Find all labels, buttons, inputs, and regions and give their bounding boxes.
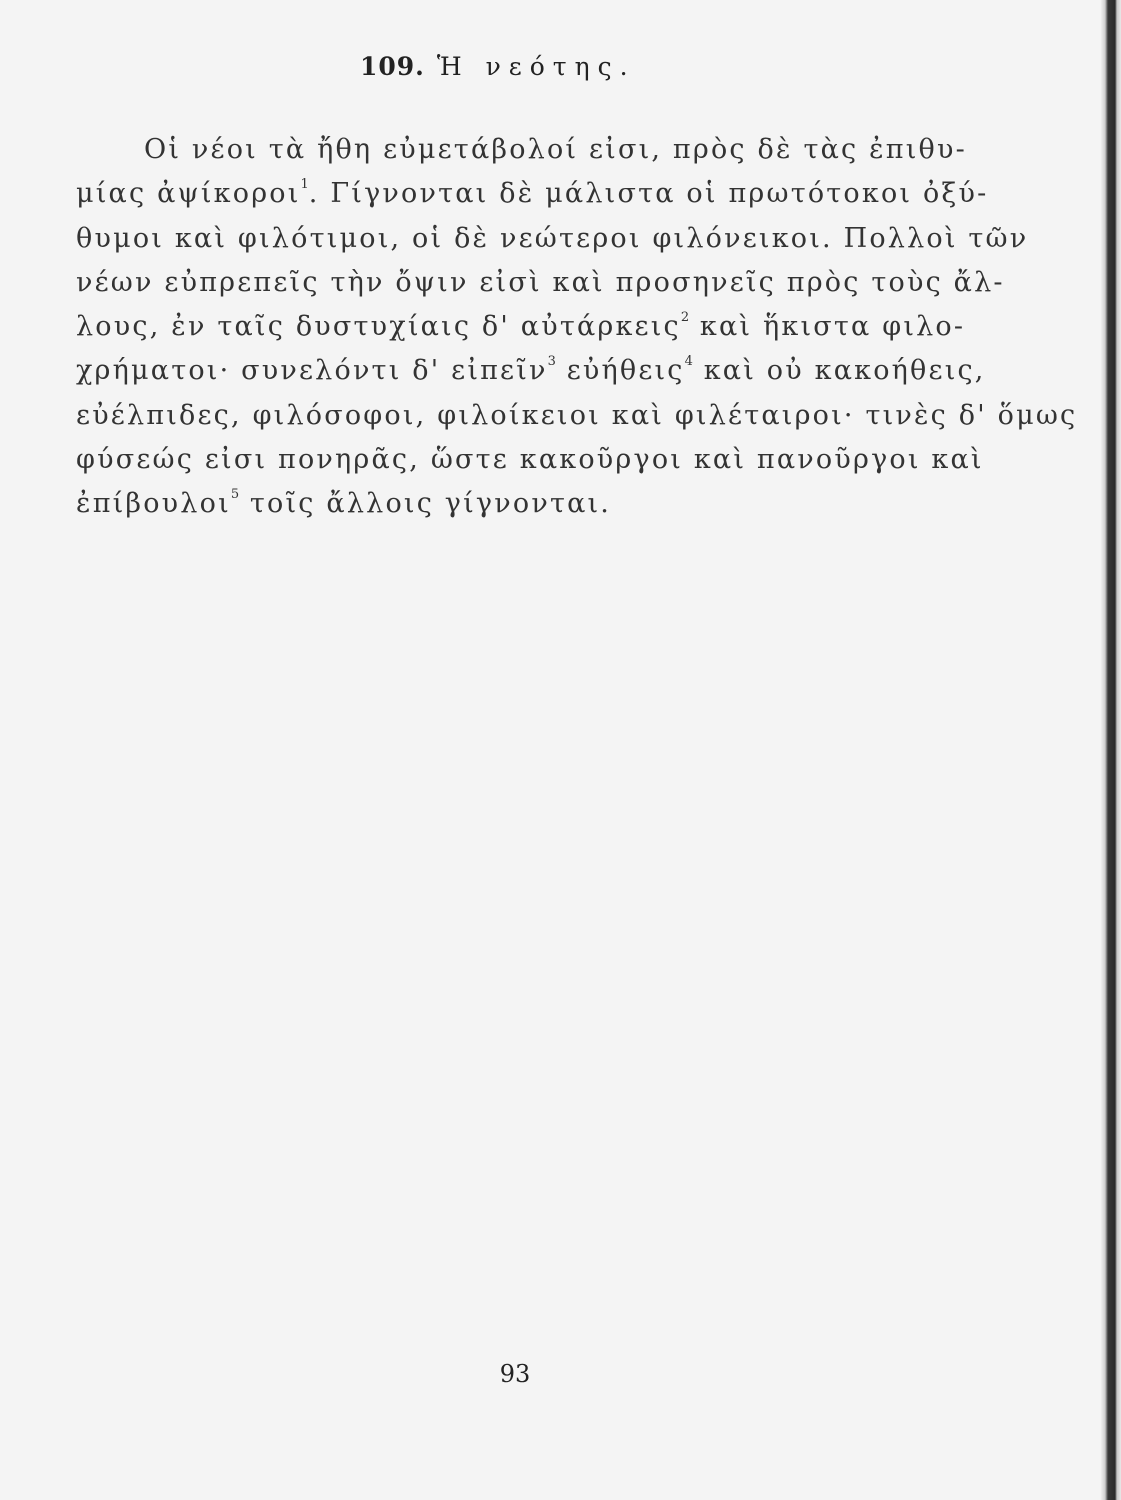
text-line: ἐπίβουλοι$^5$ τοῖς ἄλλοις γίγνονται. bbox=[76, 487, 612, 520]
section-number: 109. bbox=[360, 52, 425, 81]
page-number: 93 bbox=[499, 1360, 531, 1388]
text-line: νέων εὐπρεπεῖς τὴν ὄψιν εἰσὶ καὶ προσηνεῖς πρὸς τοὺς ἄλ- bbox=[76, 266, 1005, 298]
footnote-mark: 1 bbox=[300, 177, 309, 193]
text-line: Οἱ νέοι τὰ ἤθη εὐμετάβολοί εἰσι, πρὸς δὲ τὰς ἐπιθυ- bbox=[144, 134, 967, 165]
text-line: εὐέλπιδες, φιλόσοφοι, φιλοίκειοι καὶ φιλέταιροι· τινὲς δ' ὅμως bbox=[76, 399, 1078, 431]
text-line: χρήματοι· συνελόντι δ' εἰπεῖν$^3$ εὐήθεις$^4$ καὶ οὐ κακοήθεις, bbox=[76, 354, 986, 387]
page-edge-shadow bbox=[1101, 0, 1121, 1500]
footnote-mark: 5 bbox=[230, 487, 240, 503]
section-heading bbox=[360, 52, 636, 81]
footnote-mark: 3 bbox=[547, 354, 556, 370]
text-line: θυμοι καὶ φιλότιμοι, οἱ δὲ νεώτεροι φιλόνεικοι. Πολλοὶ τῶν bbox=[76, 222, 1029, 254]
section-title: Ἡ νεότης. bbox=[436, 52, 636, 81]
paragraph bbox=[76, 128, 1078, 527]
footnote-mark: 2 bbox=[680, 310, 690, 326]
text-line: φύσεώς εἰσι πονηρᾶς, ὥστε κακοῦργοι καὶ πανοῦργοι καὶ bbox=[76, 444, 984, 476]
text-line: λους, ἐν ταῖς δυστυχίαις δ' αὐτάρκεις$^2$ καὶ ἥκιστα φιλο- bbox=[76, 310, 966, 343]
footnote-mark: 4 bbox=[684, 354, 693, 370]
text-line: μίας ἀψίκοροι$^1$. Γίγνονται δὲ μάλιστα οἱ πρωτότοκοι ὀξύ- bbox=[76, 177, 989, 210]
